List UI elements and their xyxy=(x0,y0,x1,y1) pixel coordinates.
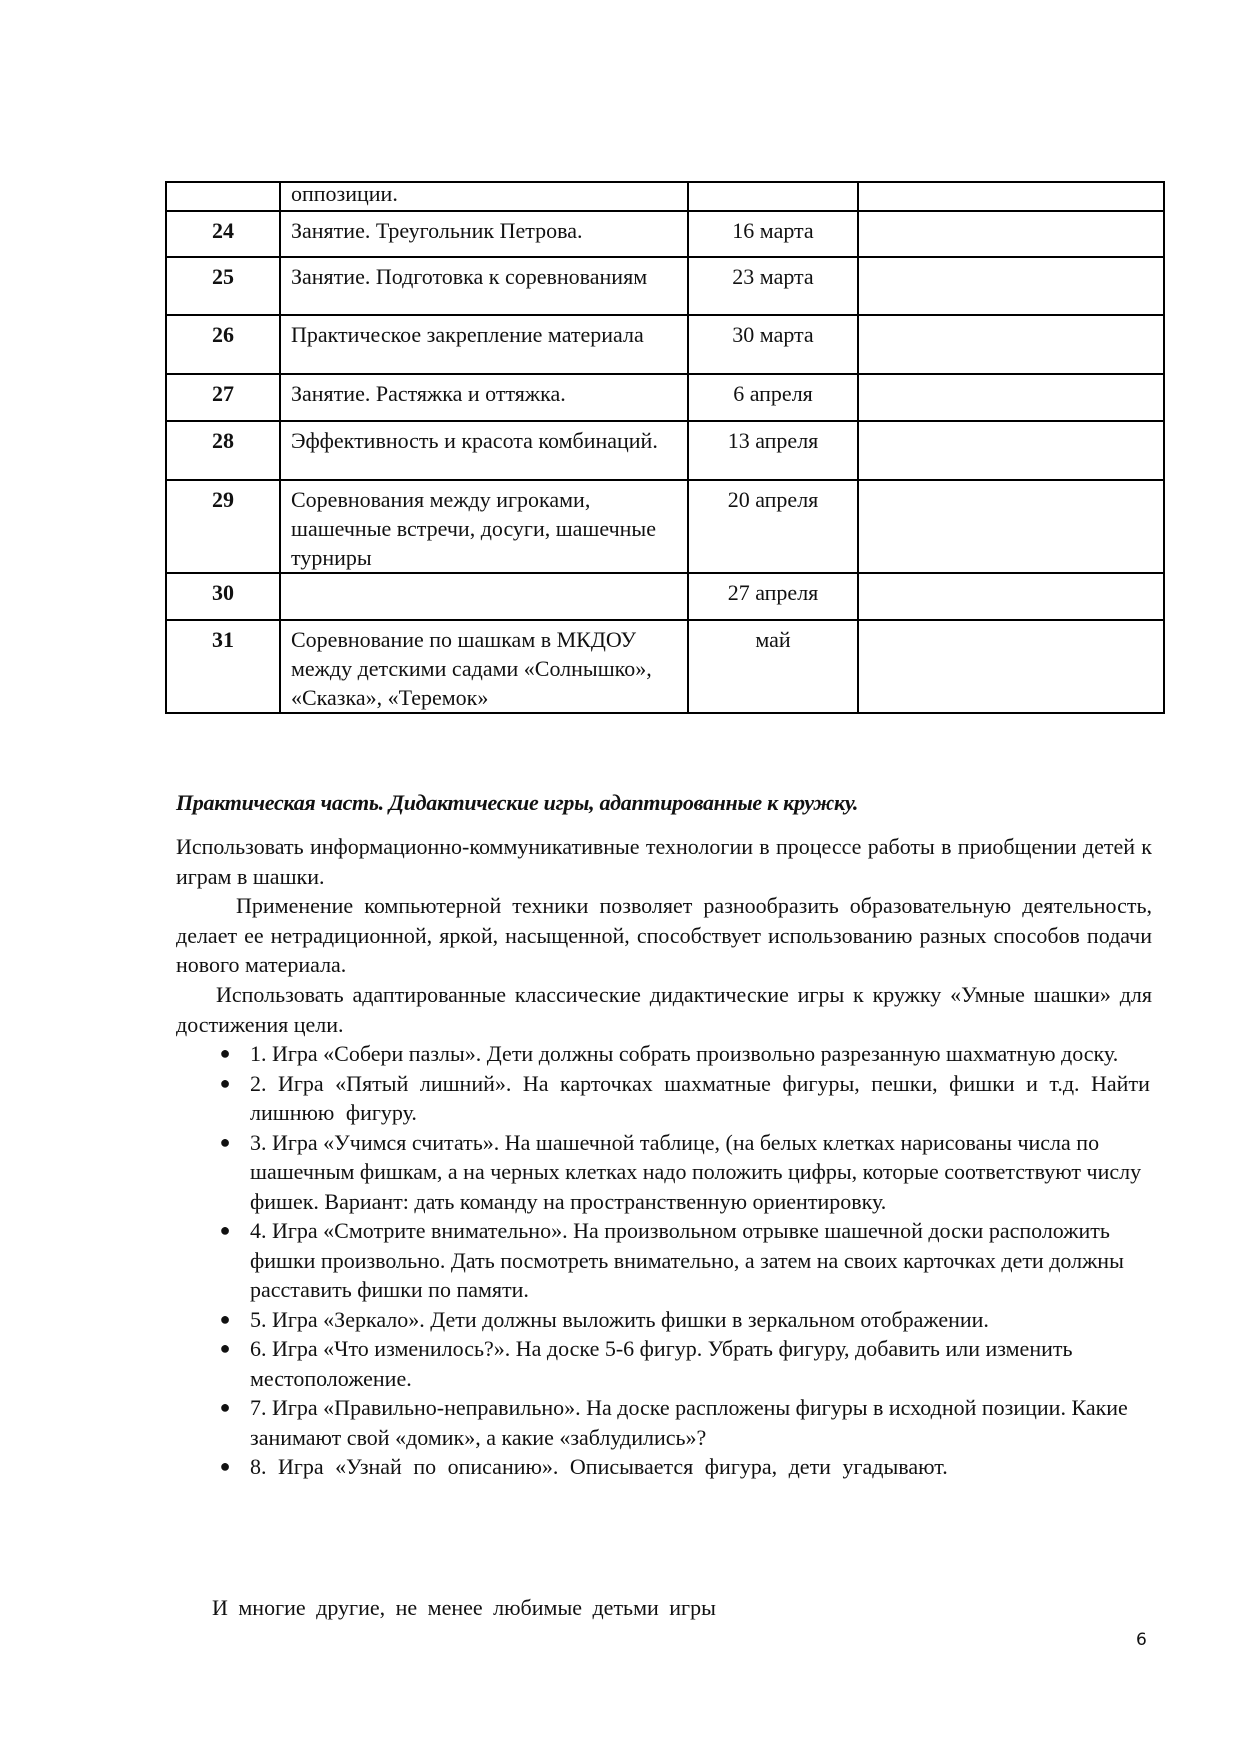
date-cell: май xyxy=(688,620,858,713)
table-row xyxy=(166,257,1164,315)
bullet-icon: ● xyxy=(219,1220,231,1240)
list-item xyxy=(176,1452,1152,1482)
list-item xyxy=(176,1216,1152,1305)
bullet-icon: ● xyxy=(219,1043,231,1063)
topic-cell xyxy=(280,573,688,620)
bullet-icon: ● xyxy=(219,1338,231,1358)
date-cell: 6 апреля xyxy=(688,374,858,421)
note-cell xyxy=(858,573,1164,620)
date-cell: 20 апреля xyxy=(688,480,858,573)
date-cell: 27 апреля xyxy=(688,573,858,620)
bullet-icon: ● xyxy=(219,1131,231,1152)
row-number-cell: 25 xyxy=(166,257,280,315)
table-row xyxy=(166,182,1164,211)
table-row xyxy=(166,315,1164,374)
list-item-text: 5. Игра «Зеркало». Дети должны выложить фишки в зеркальном отображении. xyxy=(250,1306,989,1332)
topic-cell: Соревнования между игроками, шашечные встречи, досуги, шашечные турниры xyxy=(280,480,688,573)
closing-line: И многие другие, не менее любимые детьми игры xyxy=(212,1595,716,1620)
section-heading: Практическая часть. Дидактические игры, адаптированные к кружку. xyxy=(176,790,859,815)
table-row xyxy=(166,573,1164,620)
bullet-icon: ● xyxy=(219,1456,231,1476)
table-row xyxy=(166,620,1164,713)
topic-cell: оппозиции. xyxy=(280,182,688,211)
note-cell xyxy=(858,257,1164,315)
row-number-cell xyxy=(166,182,280,211)
list-item xyxy=(176,1393,1152,1452)
bullet-icon: ● xyxy=(219,1072,231,1093)
note-cell xyxy=(858,182,1164,211)
list-item-text: 1. Игра «Собери пазлы». Дети должны собрать произвольно разрезанную шахматную доску. xyxy=(250,1041,1119,1066)
bullet-icon: ● xyxy=(219,1397,231,1417)
table-row xyxy=(166,374,1164,421)
schedule-table xyxy=(165,181,1165,714)
note-cell xyxy=(858,620,1164,713)
note-cell xyxy=(858,315,1164,374)
note-cell xyxy=(858,211,1164,257)
note-cell xyxy=(858,480,1164,573)
date-cell: 16 марта xyxy=(688,211,858,257)
bullet-icon: ● xyxy=(219,1308,231,1329)
list-item-text: 6. Игра «Что изменилось?». На доске 5-6 фигур. Убрать фигуру, добавить или изменить местоположение. xyxy=(250,1336,1073,1391)
list-item xyxy=(176,1039,1152,1069)
date-cell xyxy=(688,182,858,211)
note-cell xyxy=(858,374,1164,421)
table-row xyxy=(166,421,1164,480)
topic-cell: Занятие. Подготовка к соревнованиям xyxy=(280,257,688,315)
list-item xyxy=(176,1334,1152,1393)
topic-cell: Занятие. Треугольник Петрова. xyxy=(280,211,688,257)
row-number-cell: 27 xyxy=(166,374,280,421)
list-item xyxy=(176,1128,1152,1217)
list-item xyxy=(176,1305,1152,1335)
table-row xyxy=(166,211,1164,257)
date-cell: 30 марта xyxy=(688,315,858,374)
topic-cell: Соревнование по шашкам в МКДОУ между детскими садами «Солнышко», «Сказка», «Теремок» xyxy=(280,620,688,713)
paragraph: Использовать информационно-коммуникативные технологии в процессе работы в приобщении детей к играм в шашки. xyxy=(176,834,1152,889)
list-item-text: 2. Игра «Пятый лишний». На карточках шахматные фигуры, пешки, фишки и т.д. Найти лишнюю фигуру. xyxy=(250,1070,1150,1125)
row-number-cell: 26 xyxy=(166,315,280,374)
date-cell: 13 апреля xyxy=(688,421,858,480)
topic-cell: Практическое закрепление материала xyxy=(280,315,688,374)
row-number-cell: 24 xyxy=(166,211,280,257)
row-number-cell: 29 xyxy=(166,480,280,573)
paragraph: Использовать адаптированные классические дидактические игры к кружку «Умные шашки» для достижения цели. xyxy=(176,982,1152,1037)
paragraph: Применение компьютерной техники позволяет разнообразить образовательную деятельность, делает ее нетрадиционной, яркой, насыщенной, способствует использованию разных способов подачи нового материала. xyxy=(176,893,1152,977)
row-number-cell: 31 xyxy=(166,620,280,713)
date-cell: 23 марта xyxy=(688,257,858,315)
list-item-text: 4. Игра «Смотрите внимательно». На произвольном отрывке шашечной доски расположить фишки произвольно. Дать посмотреть внимательно, а затем на своих карточках дети должны расставить фишки по памяти. xyxy=(250,1218,1124,1302)
list-item-text: 7. Игра «Правильно-неправильно». На доске распложены фигуры в исходной позиции. Какие занимают свой «домик», а какие «заблудились»? xyxy=(250,1395,1128,1450)
list-item-text: 3. Игра «Учимся считать». На шашечной таблице, (на белых клетках нарисованы числа по шашечным фишкам, а на черных клетках надо положить цифры, которые соответствуют числу фишек. Вариант: дать команду на пространственную ориентировку. xyxy=(250,1129,1142,1214)
list-item-text: 8. Игра «Узнай по описанию». Описывается фигура, дети угадывают. xyxy=(250,1454,948,1479)
page-number: 6 xyxy=(1136,1630,1147,1650)
row-number-cell: 28 xyxy=(166,421,280,480)
note-cell xyxy=(858,421,1164,480)
row-number-cell: 30 xyxy=(166,573,280,620)
topic-cell: Эффективность и красота комбинаций. xyxy=(280,421,688,480)
table-row xyxy=(166,480,1164,573)
topic-cell: Занятие. Растяжка и оттяжка. xyxy=(280,374,688,421)
list-item xyxy=(176,1069,1152,1128)
games-list xyxy=(176,1039,1152,1482)
